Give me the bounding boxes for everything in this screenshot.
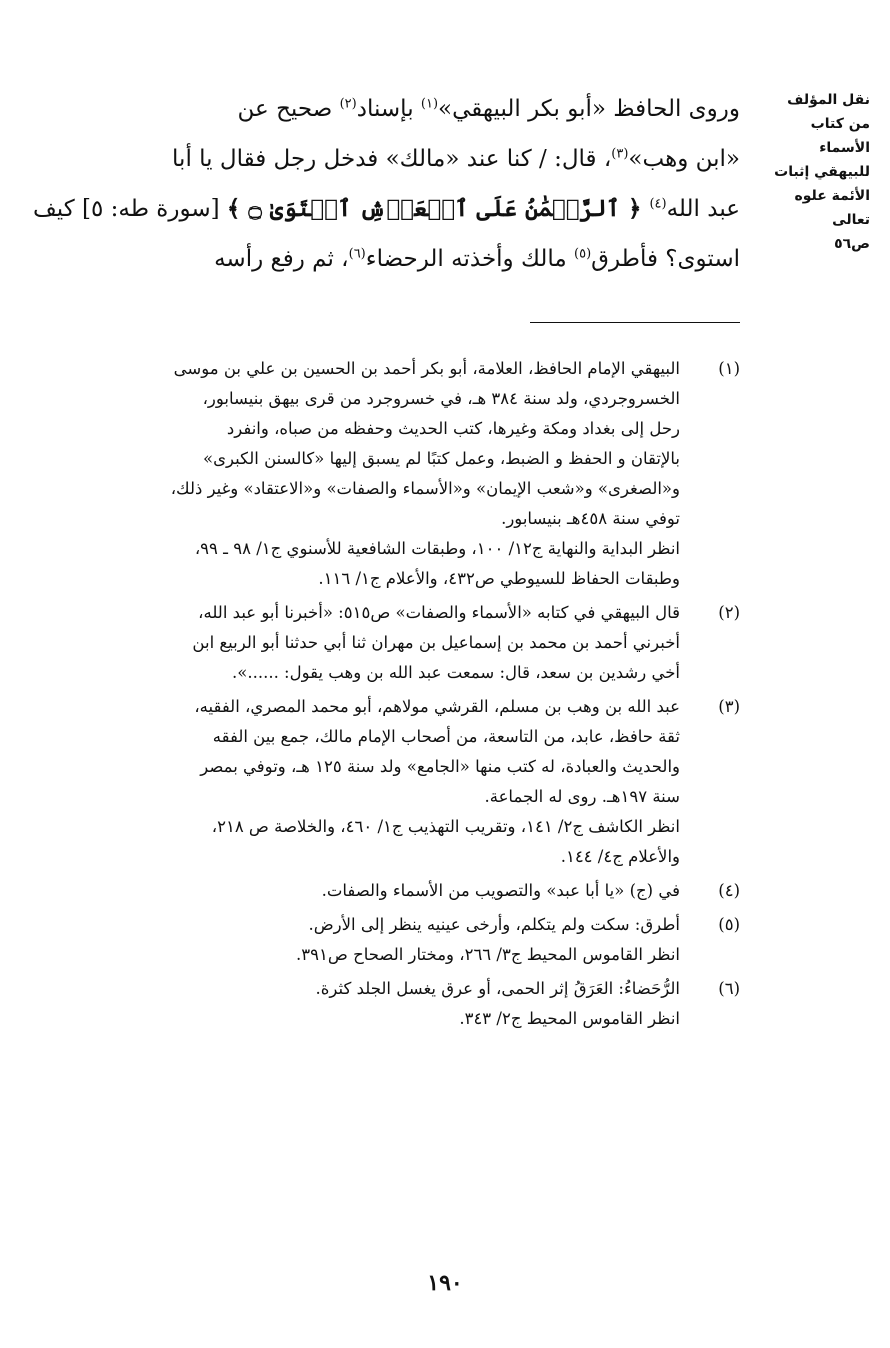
margin-note-line: الأئمة علوه (794, 188, 870, 204)
footnote-line: انظر الكاشف ج٢/ ١٤١، وتقريب التهذيب ج١/ ٤٦٠، والخلاصة ص ٢١٨، (211, 817, 680, 836)
quran-verse: ﴿ ٱلرَّحۡمَٰنُ عَلَى ٱلۡعَرۡشِ ٱسۡتَوَىٰ ۝ ﴾ (226, 195, 650, 222)
page-number: ١٩٠ (427, 1270, 463, 1296)
text-segment: ، قال: / كنا عند «مالك» فدخل رجل فقال يا أبا (172, 146, 612, 172)
text-segment: مالك وأخذته الرحضاء (365, 246, 574, 272)
text-segment: استوى؟ فأطرق (591, 246, 740, 272)
text-segment: «ابن وهب» (628, 146, 740, 172)
footnote-line: توفي سنة ٤٥٨هـ بنيسابور. (501, 509, 680, 528)
footnote-line: أطرق: سكت ولم يتكلم، وأرخى عينيه ينظر إلى الأرض. (308, 915, 680, 934)
footnote-line: والأعلام ج٤/ ١٤٤. (560, 847, 680, 866)
footnote-ref[interactable]: (١) (420, 96, 439, 112)
footnote-line: انظر القاموس المحيط ج٣/ ٢٦٦، ومختار الصحاح ص٣٩١. (296, 945, 680, 964)
footnote-line: سنة ١٩٧هـ. روى له الجماعة. (484, 787, 680, 806)
footnote-line: الرُّحَضاءُ: العَرَقُ إثر الحمى، أو عرق يغسل الجلد كثرة. (315, 979, 680, 998)
footnote (20, 876, 740, 906)
footnote-line: رحل إلى بغداد ومكة وغيرها، كتب الحديث وحفظه من صباه، وانفرد (226, 419, 680, 438)
footnote-line: انظر القاموس المحيط ج٢/ ٣٤٣. (459, 1009, 680, 1028)
footnote-ref[interactable]: (٣) (611, 146, 629, 162)
footnote-ref[interactable]: (٥) (574, 246, 592, 262)
main-text (32, 84, 740, 284)
footnote-line: وطبقات الحفاظ للسيوطي ص٤٣٢، والأعلام ج١/ ١١٦. (318, 569, 680, 588)
footnote-number: (٢) (718, 603, 740, 622)
footnote-number: (٤) (718, 881, 740, 900)
footnote (20, 692, 740, 872)
text-segment: بإسناد (356, 96, 421, 122)
footnote-separator (530, 322, 740, 323)
footnote (20, 974, 740, 1034)
footnote-ref[interactable]: (٦) (348, 246, 366, 262)
footnote-line: و«الصغرى» و«شعب الإيمان» و«الأسماء والصفات» و«الاعتقاد» وغير ذلك، (170, 479, 680, 498)
footnote-number: (١) (718, 359, 740, 378)
footnote-line: عبد الله بن وهب بن مسلم، القرشي مولاهم، أبو محمد المصري، الفقيه، (194, 697, 680, 716)
footnote-line: أخبرني أحمد بن محمد بن إسماعيل بن مهران ثنا أبي حدثنا أبو الربيع ابن (192, 633, 680, 652)
margin-note-line: الأسماء (819, 140, 870, 156)
main-text-line (32, 184, 740, 234)
footnote-line: البيهقي الإمام الحافظ، العلامة، أبو بكر أحمد بن الحسين بن علي بن موسى (173, 359, 680, 378)
footnote (20, 598, 740, 688)
footnote-line: الخسروجردي، ولد سنة ٣٨٤ هـ، في خسروجرد من قرى بيهق بنيسابور، (202, 389, 680, 408)
footnote (20, 910, 740, 970)
footnote-line: بالإتقان و الحفظ و الضبط، وعمل كتبًا لم يسبق إليها «كالسنن الكبرى» (203, 449, 680, 468)
footnote-line: انظر البداية والنهاية ج١٢/ ١٠٠، وطبقات الشافعية للأسنوي ج١/ ٩٨ ـ ٩٩، (194, 539, 680, 558)
footnote (20, 354, 740, 594)
margin-note-line: للبيهقي إثبات (774, 164, 870, 180)
margin-note-line: تعالى (832, 212, 870, 228)
footnote-line: ثقة حافظ، عابد، من التاسعة، من أصحاب الإمام مالك، جمع بين الفقه (212, 727, 680, 746)
footnote-number: (٥) (718, 915, 740, 934)
footnote-line: والحديث والعبادة، له كتب منها «الجامع» ولد سنة ١٢٥ هـ، وتوفي بمصر (200, 757, 680, 776)
footnote-number: (٣) (718, 697, 740, 716)
footnote-ref[interactable]: (٢) (339, 96, 357, 112)
text-segment: [سورة طه: ٥] كيف (32, 196, 227, 222)
text-segment: وروى الحافظ «أبو بكر البيهقي» (438, 96, 740, 122)
footnote-line: في (ج) «يا أبا عبد» والتصويب من الأسماء والصفات. (321, 881, 680, 900)
margin-note-line: من كتاب (810, 116, 870, 132)
margin-note-line: ص٥٦ (834, 236, 870, 252)
footnotes (20, 354, 740, 1038)
text-segment: صحيح عن (237, 96, 340, 122)
text-segment: عبد الله (666, 196, 740, 222)
margin-note (758, 88, 870, 256)
footnote-line: قال البيهقي في كتابه «الأسماء والصفات» ص٥١٥: «أخبرنا أبو عبد الله، (198, 603, 680, 622)
footnote-ref[interactable]: (٤) (649, 196, 667, 212)
text-segment: ، ثم رفع رأسه (214, 246, 349, 272)
footnote-line: أخي رشدين بن سعد، قال: سمعت عبد الله بن وهب يقول: ......». (232, 663, 680, 682)
main-text-line (60, 234, 740, 284)
margin-note-line: نقل المؤلف (787, 92, 870, 108)
footnote-number: (٦) (718, 979, 740, 998)
main-text-line (60, 134, 740, 184)
main-text-line (60, 84, 740, 134)
